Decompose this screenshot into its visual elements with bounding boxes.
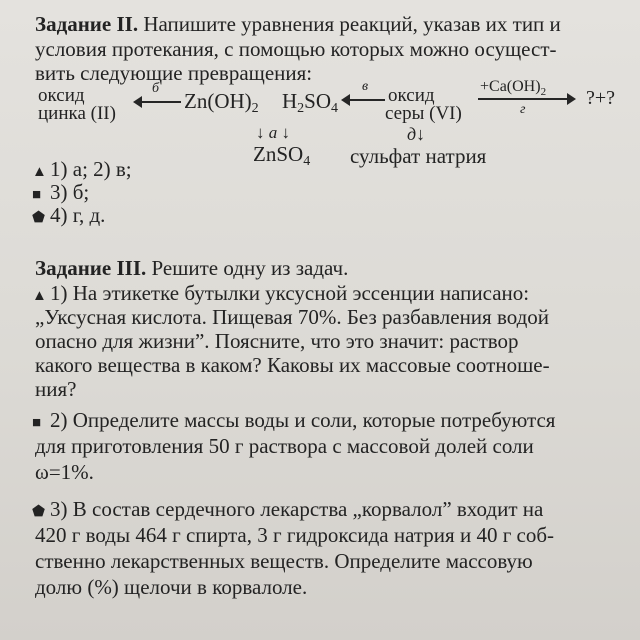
znso4 — [253, 144, 310, 169]
problem-1-line-2: „Уксусная кислота. Пищевая 70%. Без разбавления водой — [35, 305, 550, 329]
triangle-icon: ▲ — [32, 288, 47, 304]
problem-1-line-1 — [32, 283, 529, 304]
answer-2 — [32, 182, 89, 203]
down-arrow-d: д↓ — [407, 124, 426, 144]
zinc-oxide-label-2: цинка (II) — [38, 103, 116, 124]
h2so4-h: H — [282, 89, 298, 113]
sulfur-oxide-label-1: оксид — [388, 85, 435, 106]
reagent-formula: +Ca(OH) — [480, 78, 541, 95]
arrow-g — [478, 98, 574, 100]
answer-3 — [32, 205, 105, 226]
task2-line3: вить следующие превращения: — [35, 61, 313, 85]
answer-2-text: 3) б; — [50, 180, 90, 204]
problem-3-line-4: долю (%) щелочи в корвалоле. — [35, 575, 308, 599]
h2so4 — [282, 91, 338, 116]
problem-2-text-1: 2) Определите массы воды и соли, которые потребуются — [50, 408, 556, 432]
znso4-formula: ZnSO — [253, 142, 304, 166]
answer-3-text: 4) г, д. — [50, 203, 106, 227]
problem-1-line-5: ния? — [35, 377, 77, 401]
pentagon-icon: ⬟ — [32, 210, 46, 226]
problem-2-line-2: для приготовления 50 г раствора с массовой долей соли — [35, 434, 534, 458]
pentagon-icon: ⬟ — [32, 504, 46, 520]
problem-2-line-1 — [32, 410, 555, 431]
problem-3-line-2: 420 г воды 464 г спирта, 3 г гидроксида натрия и 40 г соб- — [35, 523, 555, 547]
task3-heading: Задание III. — [35, 256, 147, 280]
task3-intro: Решите одну из задач. — [151, 256, 349, 280]
task2-heading: Задание II. — [35, 12, 139, 36]
task2-text1: Напишите уравнения реакций, указав их тип и — [143, 12, 561, 36]
reagent-sub: 2 — [540, 86, 547, 98]
h2so4-so: SO — [304, 89, 332, 113]
problem-1-line-3: опасно для жизни”. Поясните, что это значит: раствор — [35, 329, 519, 353]
result-unknowns: ?+? — [586, 87, 616, 109]
task2-line2: условия протекания, с помощью которых можно осущест- — [35, 37, 557, 61]
problem-1-text-1: 1) На этикетке бутылки уксусной эссенции написано: — [50, 281, 530, 305]
arrow-v — [343, 99, 385, 101]
problem-1-line-4: какого вещества в каком? Каковы их массовые соотноше- — [35, 353, 550, 377]
problem-3-line-3: ственно лекарственных веществ. Определите массовую — [35, 549, 533, 573]
square-icon: ■ — [32, 415, 42, 431]
zn-oh2 — [184, 91, 259, 116]
zn-oh2-formula: Zn(OH) — [184, 89, 252, 113]
triangle-icon: ▲ — [32, 164, 47, 180]
down-arrows-a: ↓ а ↓ — [256, 123, 290, 142]
answer-1 — [32, 159, 132, 180]
problem-3-line-1 — [32, 499, 543, 520]
zinc-oxide-label-1: оксид — [38, 85, 85, 106]
sodium-sulfate: сульфат натрия — [350, 144, 487, 168]
answer-1-text: 1) а; 2) в; — [50, 157, 132, 181]
h2so4-sub2: 2 — [297, 101, 305, 116]
task2-line1 — [35, 14, 561, 35]
label-b: б — [152, 81, 160, 96]
label-g: г — [520, 102, 526, 117]
label-v: в — [362, 79, 369, 94]
znso4-sub: 4 — [303, 154, 311, 169]
square-icon: ■ — [32, 187, 42, 203]
h2so4-sub4: 4 — [331, 101, 339, 116]
problem-2-line-3: ω=1%. — [35, 460, 94, 484]
problem-3-text-1: 3) В состав сердечного лекарства „корвалол” входит на — [50, 497, 544, 521]
arrow-b — [135, 101, 181, 103]
sulfur-oxide-label-2: серы (VI) — [385, 103, 462, 124]
zn-oh2-sub: 2 — [251, 101, 259, 116]
reagent-caoh2 — [480, 79, 546, 98]
task3-title-line — [35, 258, 348, 279]
